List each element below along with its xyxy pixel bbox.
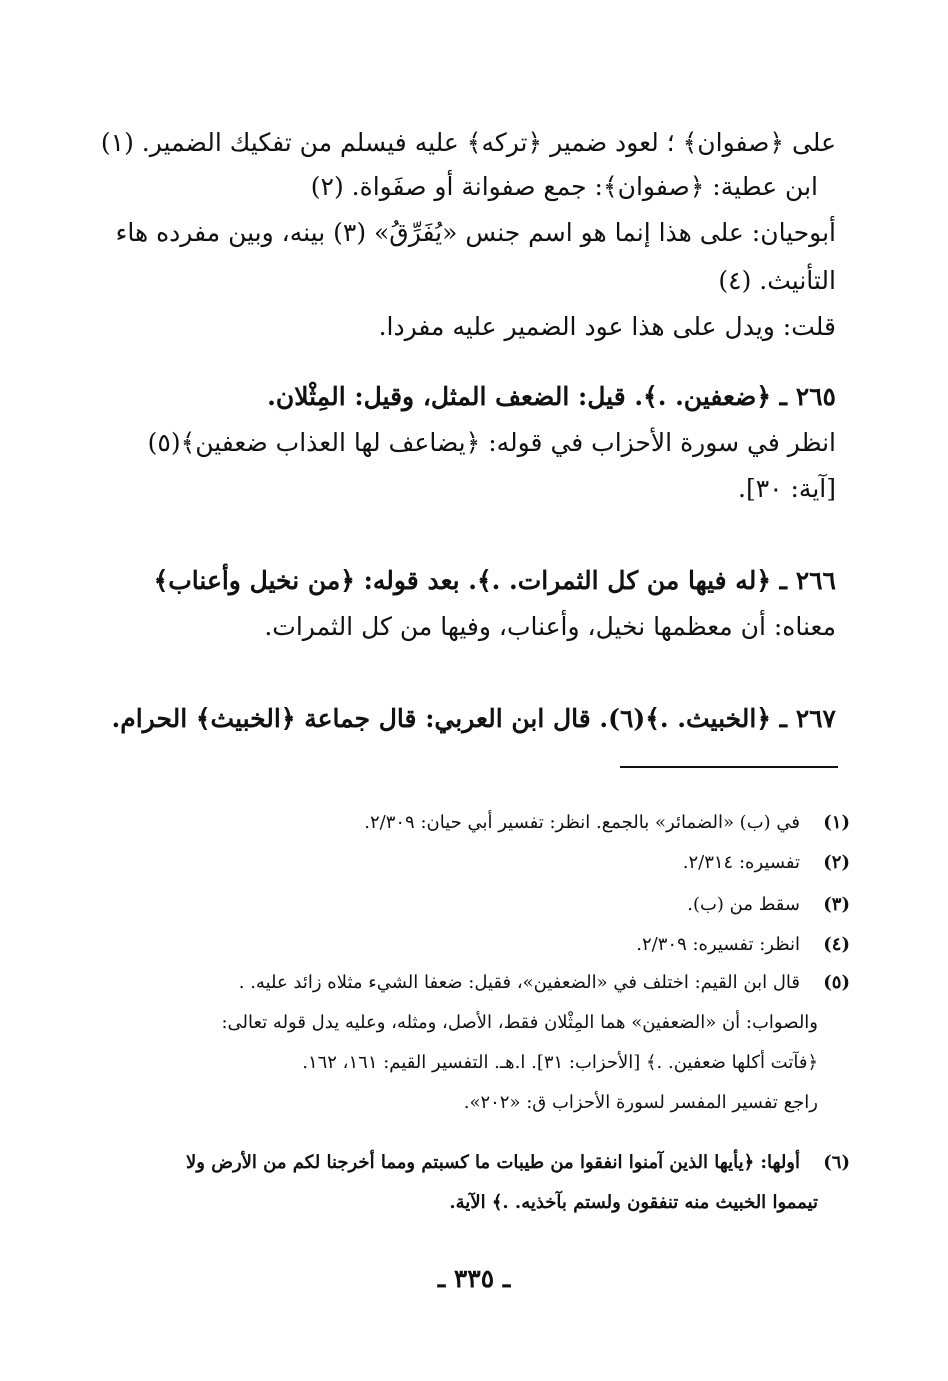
footnote-text: تفسيره: ٢/٣١٤. [682, 852, 800, 873]
entry-267-heading: ٢٦٧ ـ ﴿الخبيث. .﴾(٦). قال ابن العربي: قال جماعة ﴿الخبيث﴾ الحرام. [111, 704, 836, 733]
text-line: على ﴿صفوان﴾ ؛ لعود ضمير ﴿تركه﴾ عليه فيسلم من تفكيك الضمير. (١) [100, 128, 836, 157]
entry-265-heading: ٢٦٥ ـ ﴿ضعفين. .﴾. قيل: الضعف المثل، وقيل: المِثْلان. [267, 382, 836, 411]
footnote-text: راجع تفسير المفسر لسورة الأحزاب ق: «٢٠٢». [463, 1092, 818, 1113]
footnote-number: (٦) [823, 1152, 850, 1173]
footnote-separator [620, 766, 838, 768]
footnote-number: (٣) [823, 894, 850, 915]
text-line: معناه: أن معظمها نخيل، وأعناب، وفيها من كل الثمرات. [264, 612, 836, 641]
text-line: أبوحيان: على هذا إنما هو اسم جنس «يُفَرِّقُ» (٣) بينه، وبين مفرده هاء [115, 218, 836, 247]
footnote-text: سقط من (ب). [687, 894, 800, 915]
footnote-number: (٢) [823, 852, 850, 873]
footnote-number: (١) [823, 812, 850, 833]
footnote-number: (٥) [823, 972, 850, 993]
footnote-text: أولها: ﴿يأيها الذين آمنوا انفقوا من طيبات ما كسبتم ومما أخرجنا لكم من الأرض ولا [185, 1152, 800, 1173]
text-line: التأنيث. (٤) [718, 266, 836, 295]
footnote-text: في (ب) «الضمائر» بالجمع. انظر: تفسير أبي حيان: ٢/٣٠٩. [364, 812, 800, 833]
text-line: ابن عطية: ﴿صفوان﴾: جمع صفوانة أو صفَواة. (٢) [310, 172, 818, 201]
text-line: قلت: ويدل على هذا عود الضمير عليه مفردا. [378, 312, 836, 341]
page-number: ـ ٣٣٥ ـ [437, 1264, 511, 1293]
footnote-text: قال ابن القيم: اختلف في «الضعفين»، فقيل: ضعفا الشيء مثلاه زائد عليه. . [238, 972, 800, 993]
text-line: [آية: ٣٠]. [738, 474, 836, 503]
footnote-text: والصواب: أن «الضعفين» هما المِثْلان فقط، الأصل، ومثله، وعليه يدل قوله تعالى: [221, 1012, 818, 1033]
footnote-text: تيمموا الخبيث منه تنفقون ولستم بآخذيه. .﴾ الآية. [449, 1192, 818, 1213]
entry-266-heading: ٢٦٦ ـ ﴿له فيها من كل الثمرات. .﴾. بعد قوله: ﴿من نخيل وأعناب﴾ [153, 566, 836, 595]
footnote-text: انظر: تفسيره: ٢/٣٠٩. [636, 934, 800, 955]
text-line: انظر في سورة الأحزاب في قوله: ﴿يضاعف لها العذاب ضعفين﴾(٥) [147, 428, 836, 457]
footnote-text: ﴿فآتت أكلها ضعفين. .﴾ [الأحزاب: ٣١]. ا.هـ. التفسير القيم: ١٦١، ١٦٢. [302, 1052, 818, 1073]
footnote-number: (٤) [823, 934, 850, 955]
